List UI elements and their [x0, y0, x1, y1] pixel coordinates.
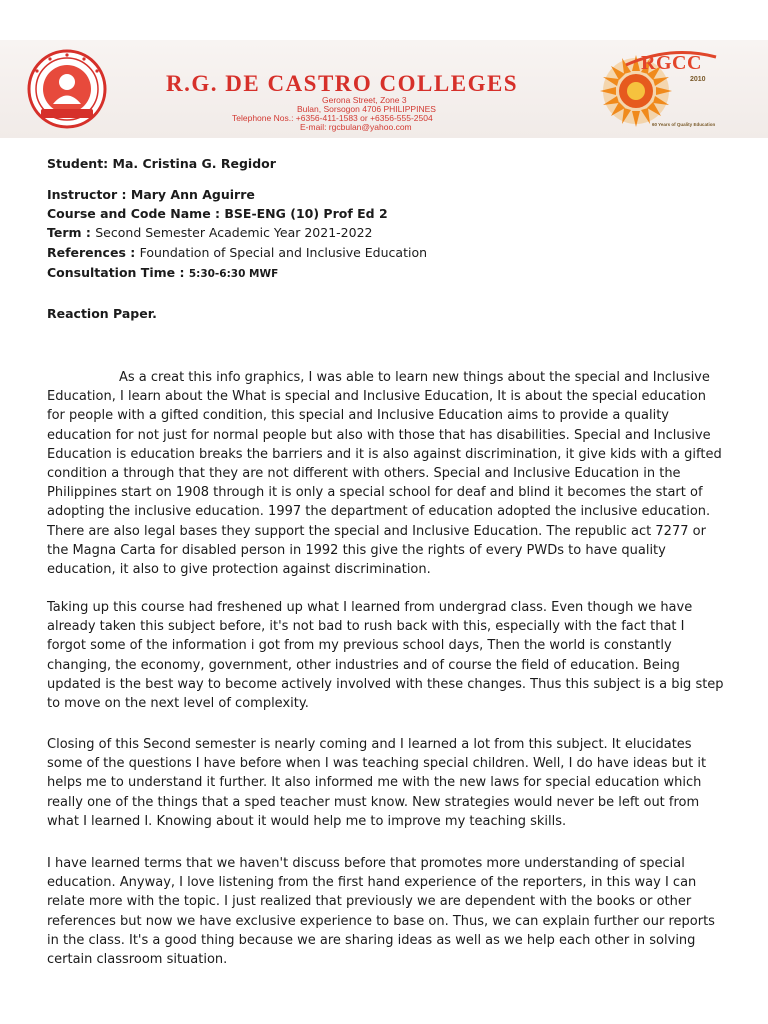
term-line	[47, 225, 373, 241]
references-line	[47, 245, 427, 261]
college-name: R.G. DE CASTRO COLLEGES	[166, 71, 519, 96]
student-name: Ma. Cristina G. Regidor	[112, 156, 276, 171]
address-telephone: Telephone Nos.: +6356-411-1583 or +6356-555-2504	[232, 113, 433, 123]
consultation-value: 5:30-6:30 MWF	[188, 268, 279, 280]
instructor-line	[47, 187, 255, 203]
paragraph-3: Closing of this Second semester is nearly coming and I learned a lot from this subject. It elucidates some of the questions I have before when I was teaching special children. Well, I do have ideas but it helps me to understand it further. It also informed me with the new laws for special education which really one of the things that a sped teacher must know. New strategies would never be left out from what I learned I. Knowing about it would help me to improve my teaching skills.	[47, 737, 707, 829]
references-label: References :	[47, 245, 140, 260]
address-town: Bulan, Sorsogon 4706 PHILIPPINES	[297, 104, 436, 114]
paragraph-1: As a creat this info graphics, I was able to learn new things about the special and Inclusive Education, I learn about the What is special and Inclusive Education, It is about the special education for people with a gifted condition, this special and Inclusive Education aims to provide a quality education for not just for normal people but also with those that has disabilities. Special and Inclusive Education is education breaks the barriers and it is also against discrimination, it give kids with a gifted condition a through that they are not different with others. Special and Inclusive Education in the Philippines start on 1908 through it is only a special school for deaf and blind it becomes the start of adopting the inclusive education. 1997 the department of education adopted the inclusive education. There are also legal bases they support the special and Inclusive Education. The republic act 7277 or the Magna Carta for disabled person in 1992 this give the rights of every PWDs to have quality education, it also to give protection against discrimination.	[47, 370, 722, 578]
instructor-name: Mary Ann Aguirre	[130, 187, 255, 202]
term-label: Term :	[47, 225, 96, 240]
student-line	[47, 156, 276, 172]
instructor-label: Instructor :	[47, 187, 131, 202]
address-email: E-mail: rgcbulan@yahoo.com	[300, 122, 412, 132]
course-line	[47, 206, 388, 222]
paragraph-2: Taking up this course had freshened up what I learned from undergrad class. Even though we have already taken this subject before, it's not bad to rush back with this, especially with the fact that I forgot some of the information i got from my previous school days, Then the world is constantly changing, the economy, government, other industries and of course the field of education. Being updated is the best way to become actively involved with these changes. Thus this subject is a big step to move on the next level of complexity.	[47, 600, 724, 712]
consultation-label: Consultation Time :	[47, 265, 189, 280]
anniversary-logo-year: 2010	[690, 76, 706, 83]
course-label: Course and Code Name :	[47, 206, 225, 221]
college-seal-icon	[27, 49, 107, 129]
address-street: Gerona Street, Zone 3	[322, 95, 407, 105]
references-value: Foundation of Special and Inclusive Education	[139, 245, 428, 260]
paragraph-4: I have learned terms that we haven't discuss before that promotes more understanding of special education. Anyway, I love listening from the first hand experience of the reporters, in this way I can relate more with the topic. I just realized that previously we are dependent with the books or other references but now we have exclusive experience to base on. Thus, we can explain further our reports in the class. It's a good thing because we are sharing ideas as well as we help each other in solving certain classroom situation.	[47, 856, 715, 968]
term-value: Second Semester Academic Year 2021-2022	[95, 225, 373, 240]
section-title: Reaction Paper.	[47, 306, 157, 321]
anniversary-logo-text: RGCC	[641, 52, 702, 74]
letterhead	[0, 40, 768, 138]
consultation-line	[47, 265, 278, 282]
student-label: Student:	[47, 156, 113, 171]
anniversary-logo-tagline: 60 Years of Quality Education	[652, 122, 716, 127]
course-code: BSE-ENG (10) Prof Ed 2	[224, 206, 388, 221]
